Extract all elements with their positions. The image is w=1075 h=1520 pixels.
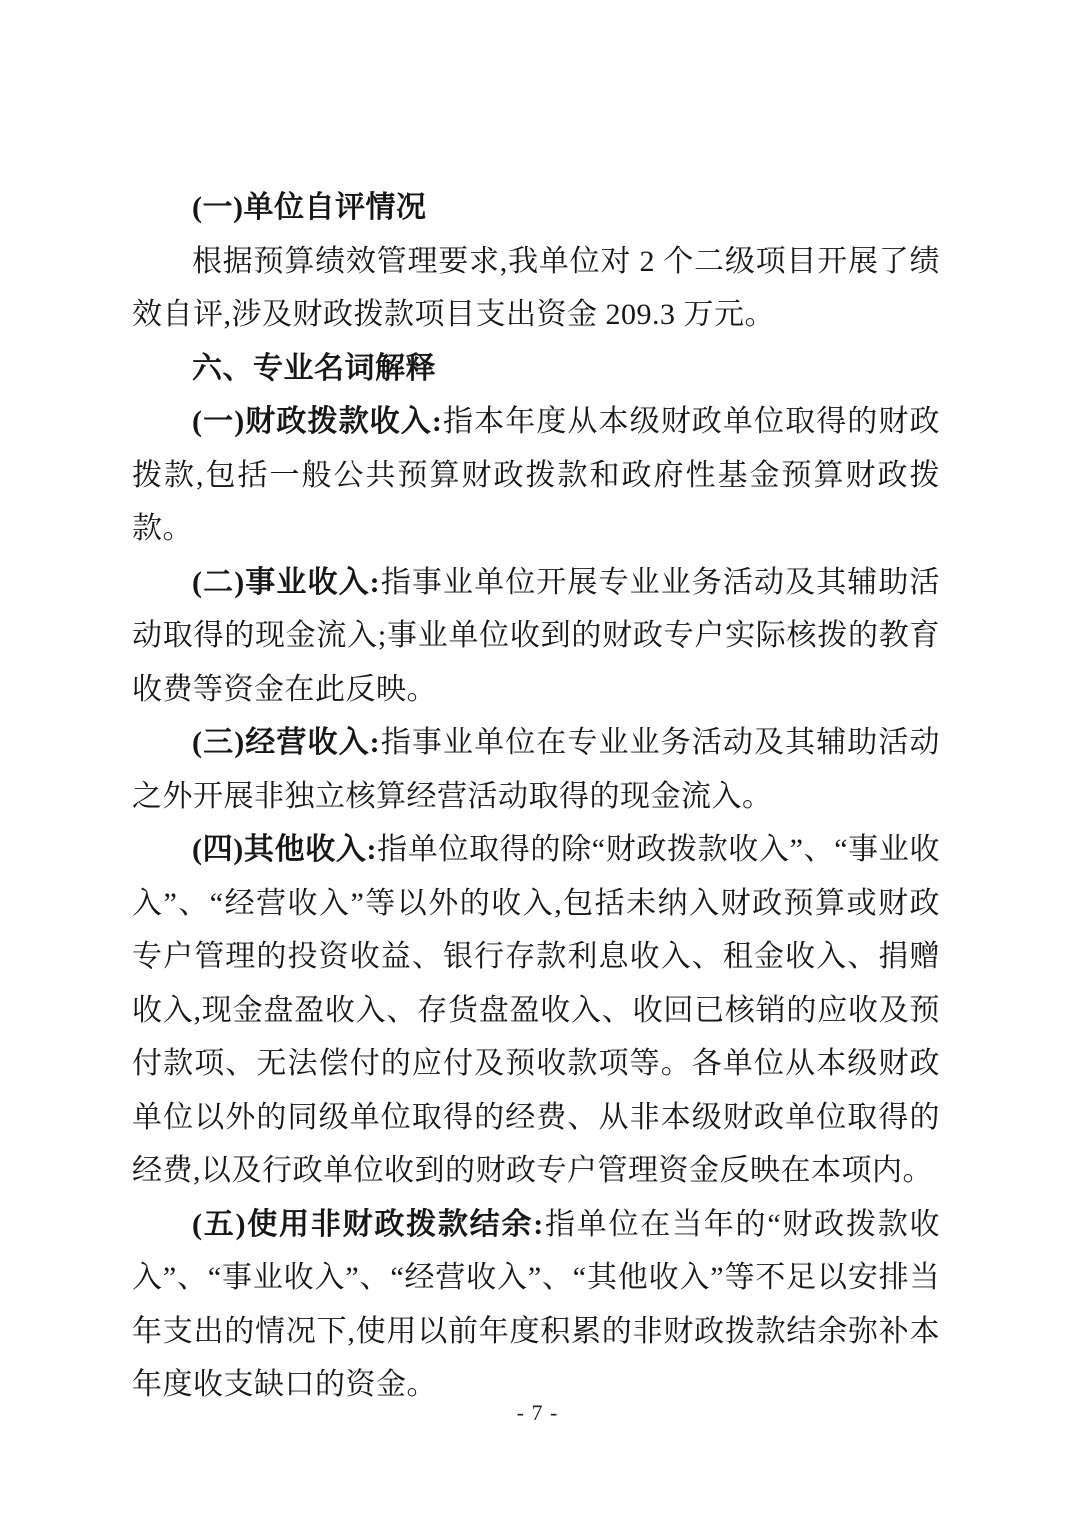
definition-other-income <box>132 823 940 1198</box>
definition-operating-income <box>132 716 940 823</box>
paragraph-self-evaluation-text: 根据预算绩效管理要求,我单位对 2 个二级项目开展了绩效自评,涉及财政拨款项目支出资金 209.3 万元。 <box>132 244 940 331</box>
page-number: - 7 - <box>516 1400 559 1425</box>
page-footer <box>0 1398 1075 1428</box>
definition-term: (五)使用非财政拨款结余: <box>192 1207 544 1241</box>
definition-body: 指事业单位开展专业业务活动及其辅助活动取得的现金流入;事业单位收到的财政专户实际核拨的教育收费等资金在此反映。 <box>132 565 940 706</box>
chapter-heading-terminology: 六、专业名词解释 <box>192 351 436 385</box>
paragraph-self-evaluation <box>132 235 940 342</box>
definition-term: (一)财政拨款收入: <box>192 405 443 438</box>
definition-term: (二)事业收入: <box>192 565 381 599</box>
definition-body: 指单位在当年的“财政拨款收入”、“事业收入”、“经营收入”、“其他收入”等不足以安排当年支出的情况下,使用以前年度积累的非财政拨款结余弥补本年度收支缺口的资金。 <box>132 1207 940 1401</box>
definition-business-income <box>132 556 940 717</box>
definition-term: (三)经营收入: <box>192 726 381 759</box>
definition-use-of-non-fiscal-balance <box>132 1198 940 1412</box>
subheading-unit-self-evaluation: (一)单位自评情况 <box>192 191 427 224</box>
definition-body: 指本年度从本级财政单位取得的财政拨款,包括一般公共预算财政拨款和政府性基金预算财政拨款。 <box>132 405 941 545</box>
definition-fiscal-appropriation-income <box>132 395 940 556</box>
definition-body: 指事业单位在专业业务活动及其辅助活动之外开展非独立核算经营活动取得的现金流入。 <box>132 726 940 813</box>
definition-body: 指单位取得的除“财政拨款收入”、“事业收入”、“经营收入”等以外的收入,包括未纳入财政预算或财政专户管理的投资收益、银行存款利息收入、租金收入、捐赠收入,现金盘盈收入、存货盘盈收入、收回已核销的应收及预付款项、无法偿付的应付及预收款项等。各单位从本级财政单位以外的同级单位取得的经费、从非本级财政单位取得的经费,以及行政单位收到的财政专户管理资金反映在本项内。 <box>132 833 940 1187</box>
definition-term: (四)其他收入: <box>192 833 378 866</box>
document-content <box>132 181 940 1412</box>
